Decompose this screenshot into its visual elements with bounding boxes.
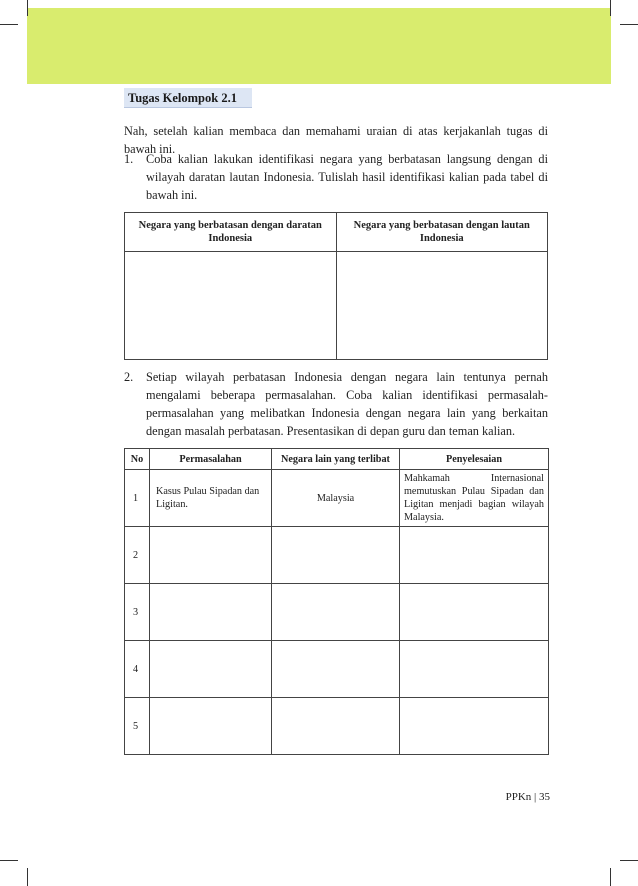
table-row bbox=[125, 252, 548, 360]
intro-paragraph: Nah, setelah kalian membaca dan memahami uraian di atas kerjakanlah tugas di bawah ini. bbox=[124, 124, 548, 156]
crop-mark bbox=[610, 868, 611, 886]
row-number: 4 bbox=[125, 641, 150, 698]
row-number: 5 bbox=[125, 698, 150, 755]
issue-cell[interactable] bbox=[150, 527, 272, 584]
table-header-row bbox=[125, 449, 549, 470]
issue-cell[interactable] bbox=[150, 698, 272, 755]
country-cell: Malaysia bbox=[272, 470, 400, 527]
country-cell[interactable] bbox=[272, 584, 400, 641]
solution-cell[interactable] bbox=[400, 527, 549, 584]
land-border-answer-cell[interactable] bbox=[125, 252, 337, 360]
issue-cell: Kasus Pulau Sipadan dan Ligitan. bbox=[150, 470, 272, 527]
instruction-1 bbox=[124, 150, 548, 204]
crop-mark bbox=[610, 0, 611, 16]
row-number: 1 bbox=[125, 470, 150, 527]
table-row bbox=[125, 641, 549, 698]
border-countries-table bbox=[124, 212, 548, 360]
border-issues-table bbox=[124, 448, 549, 755]
country-cell[interactable] bbox=[272, 641, 400, 698]
issue-cell[interactable] bbox=[150, 584, 272, 641]
sea-border-answer-cell[interactable] bbox=[336, 252, 548, 360]
solution-cell: Mahkamah Internasional memutuskan Pulau Sipadan dan Ligitan menjadi bagian wilayah Malaysia. bbox=[400, 470, 549, 527]
crop-mark bbox=[620, 860, 638, 861]
crop-mark bbox=[27, 0, 28, 16]
instruction-text: Setiap wilayah perbatasan Indonesia dengan negara lain tentunya pernah mengalami beberapa permasalahan. Coba kalian identifikasi permasalah-permasalahan yang melibatkan Indonesia dengan negara lain yang berkaitan dengan masalah perbatasan. Presentasikan di depan guru dan teman kalian. bbox=[146, 370, 548, 438]
header-issue: Permasalahan bbox=[150, 449, 272, 470]
table-row bbox=[125, 584, 549, 641]
row-number: 3 bbox=[125, 584, 150, 641]
table-row bbox=[125, 698, 549, 755]
row-number: 2 bbox=[125, 527, 150, 584]
solution-cell[interactable] bbox=[400, 698, 549, 755]
solution-cell[interactable] bbox=[400, 641, 549, 698]
header-country: Negara lain yang terlibat bbox=[272, 449, 400, 470]
issue-cell[interactable] bbox=[150, 641, 272, 698]
page-number: PPKn | 35 bbox=[505, 791, 550, 803]
crop-mark bbox=[27, 868, 28, 886]
crop-mark bbox=[0, 860, 18, 861]
instruction-number: 2. bbox=[124, 370, 134, 384]
task-badge: Tugas Kelompok 2.1 bbox=[124, 88, 252, 108]
instruction-2 bbox=[124, 368, 548, 440]
instruction-number: 1. bbox=[124, 152, 134, 166]
header-sea-border: Negara yang berbatasan dengan lautan Indonesia bbox=[336, 213, 548, 252]
table-header-row bbox=[125, 213, 548, 252]
header-solution: Penyelesaian bbox=[400, 449, 549, 470]
country-cell[interactable] bbox=[272, 527, 400, 584]
crop-mark bbox=[0, 24, 18, 25]
header-band bbox=[27, 8, 611, 84]
table-row bbox=[125, 527, 549, 584]
solution-cell[interactable] bbox=[400, 584, 549, 641]
table-row bbox=[125, 470, 549, 527]
country-cell[interactable] bbox=[272, 698, 400, 755]
header-no: No bbox=[125, 449, 150, 470]
header-land-border: Negara yang berbatasan dengan daratan Indonesia bbox=[125, 213, 337, 252]
instruction-text: Coba kalian lakukan identifikasi negara yang berbatasan langsung dengan di wilayah daratan lautan Indonesia. Tulislah hasil identifikasi kalian pada tabel di bawah ini. bbox=[146, 152, 548, 202]
crop-mark bbox=[620, 24, 638, 25]
